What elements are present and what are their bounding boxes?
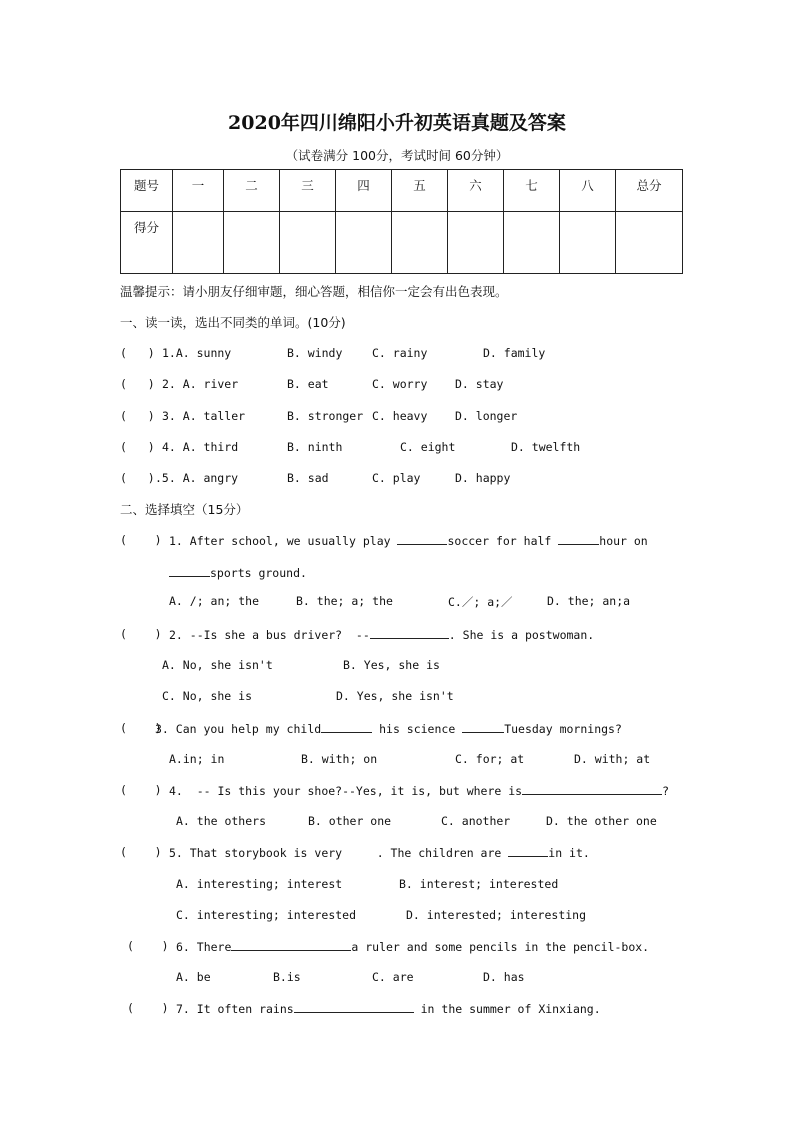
option-c: C. for; at [455, 752, 525, 766]
question-stem [169, 533, 648, 548]
score-cell [392, 212, 448, 274]
question-text: 7. It often rains [176, 1002, 294, 1016]
score-cell [504, 212, 560, 274]
option-d: D. with; at [574, 752, 651, 766]
option-c: C. heavy [372, 409, 428, 423]
option-d: D. family [483, 346, 546, 360]
table-header-cell: 四 [336, 170, 392, 212]
option-d: D. interested; interesting [406, 908, 587, 922]
answer-blank [370, 627, 449, 639]
answer-blank [397, 533, 447, 545]
table-header-cell: 三 [280, 170, 336, 212]
question-stem [169, 565, 307, 580]
option-a: .5. A. angry [155, 471, 239, 485]
option-b: B.is [273, 970, 301, 984]
answer-bracket: ( ) [127, 939, 169, 953]
option-a: A. interesting; interest [176, 877, 343, 891]
table-header-cell: 总分 [616, 170, 683, 212]
answer-bracket: ( ) [120, 409, 155, 423]
section2-heading: 二、选择填空（15分） [120, 502, 249, 517]
question-text: 4. -- Is this your shoe?--Yes, it is, but where is [169, 784, 523, 798]
option-d: D. the; an;a [547, 594, 631, 608]
question-text: in it. [548, 846, 590, 860]
option-b: B. interest; interested [399, 877, 559, 891]
option-c: C. worry [372, 377, 428, 391]
option-c: C. No, she is [162, 689, 253, 703]
question-text: soccer for half [447, 534, 559, 548]
question-text: Tuesday mornings? [504, 722, 622, 736]
question-stem [155, 721, 622, 736]
table-header-cell: 一 [173, 170, 224, 212]
score-cell [616, 212, 683, 274]
option-b: B. with; on [301, 752, 378, 766]
page-subtitle: （试卷满分 100分，考试时间 60分钟） [285, 148, 509, 163]
answer-blank [508, 845, 548, 857]
question-text: 5. That storybook is very . The children are [169, 846, 509, 860]
answer-bracket: ( ) [120, 346, 155, 360]
table-header-cell: 五 [392, 170, 448, 212]
table-header-cell: 二 [224, 170, 280, 212]
score-cell [560, 212, 616, 274]
answer-blank [321, 721, 372, 733]
option-d: D. the other one [546, 814, 657, 828]
question-stem [169, 627, 594, 642]
option-b: B. windy [287, 346, 343, 360]
question-stem [176, 939, 649, 954]
answer-blank [522, 783, 662, 795]
question-text: in the summer of Xinxiang. [413, 1002, 601, 1016]
question-stem [169, 845, 590, 860]
score-cell [280, 212, 336, 274]
option-c: C. interesting; interested [176, 908, 357, 922]
answer-blank [169, 565, 210, 577]
answer-bracket: ( ) [120, 627, 162, 641]
option-b: B. ninth [287, 440, 343, 454]
option-c: C. rainy [372, 346, 428, 360]
question-stem [169, 783, 669, 798]
answer-bracket: ( ) [120, 533, 162, 547]
answer-blank [558, 533, 599, 545]
option-c: C. another [441, 814, 511, 828]
option-a: A. be [176, 970, 211, 984]
tip-text: 温馨提示：请小朋友仔细审题，细心答题，相信你一定会有出色表现。 [120, 284, 508, 299]
option-b: B. Yes, she is [343, 658, 440, 672]
option-a: A. the others [176, 814, 267, 828]
table-header-cell: 七 [504, 170, 560, 212]
score-cell [173, 212, 224, 274]
answer-bracket: ( ) [120, 845, 162, 859]
question-text: 1. After school, we usually play [169, 534, 398, 548]
answer-bracket: ( ) [120, 783, 162, 797]
option-a: 4. A. third [162, 440, 239, 454]
question-text: 2. --Is she a bus driver? -- [169, 628, 370, 642]
option-c: C. play [372, 471, 421, 485]
table-header-cell: 题号 [121, 170, 173, 212]
question-stem [176, 1001, 601, 1016]
option-a: A. /; an; the [169, 594, 260, 608]
option-a: 1.A. sunny [162, 346, 232, 360]
answer-blank [231, 939, 351, 951]
question-text: his science [372, 722, 463, 736]
answer-bracket: ( ) [120, 377, 155, 391]
question-text: 3. Can you help my child [155, 722, 322, 736]
option-a: A. No, she isn't [162, 658, 273, 672]
answer-bracket: ( ) [120, 721, 162, 735]
score-cell [336, 212, 392, 274]
option-c: C. are [372, 970, 414, 984]
question-text: ? [662, 784, 670, 798]
score-table-score-row [121, 212, 683, 274]
option-a: A.in; in [169, 752, 225, 766]
question-text: . She is a postwoman. [448, 628, 595, 642]
option-b: B. sad [287, 471, 329, 485]
score-row-label: 得分 [121, 212, 173, 274]
option-d: D. longer [455, 409, 518, 423]
table-header-cell: 八 [560, 170, 616, 212]
answer-bracket: ( ) [120, 471, 155, 485]
page-title: 2020年四川绵阳小升初英语真题及答案 [228, 112, 566, 134]
answer-bracket: ( ) [127, 1001, 169, 1015]
question-text: sports ground. [210, 566, 307, 580]
answer-bracket: ( ) [120, 440, 155, 454]
option-c: C. eight [400, 440, 456, 454]
section1-heading: 一、读一读，选出不同类的单词。(10分) [120, 315, 346, 330]
question-text: a ruler and some pencils in the pencil-box. [351, 940, 650, 954]
option-b: B. eat [287, 377, 329, 391]
score-cell [224, 212, 280, 274]
option-a: 2. A. river [162, 377, 239, 391]
option-b: B. the; a; the [296, 594, 393, 608]
option-d: D. Yes, she isn't [336, 689, 454, 703]
question-text: hour on [599, 534, 648, 548]
option-a: 3. A. taller [162, 409, 246, 423]
option-b: B. other one [308, 814, 392, 828]
option-b: B. stronger [287, 409, 364, 423]
table-header-cell: 六 [448, 170, 504, 212]
option-d: D. twelfth [511, 440, 581, 454]
option-d: D. stay [455, 377, 504, 391]
score-table [120, 169, 683, 274]
score-table-header-row [121, 170, 683, 212]
answer-blank [294, 1001, 414, 1013]
option-c: C.／; a;／ [448, 595, 513, 609]
score-cell [448, 212, 504, 274]
option-d: D. happy [455, 471, 511, 485]
option-d: D. has [483, 970, 525, 984]
question-text: 6. There [176, 940, 232, 954]
answer-blank [462, 721, 504, 733]
